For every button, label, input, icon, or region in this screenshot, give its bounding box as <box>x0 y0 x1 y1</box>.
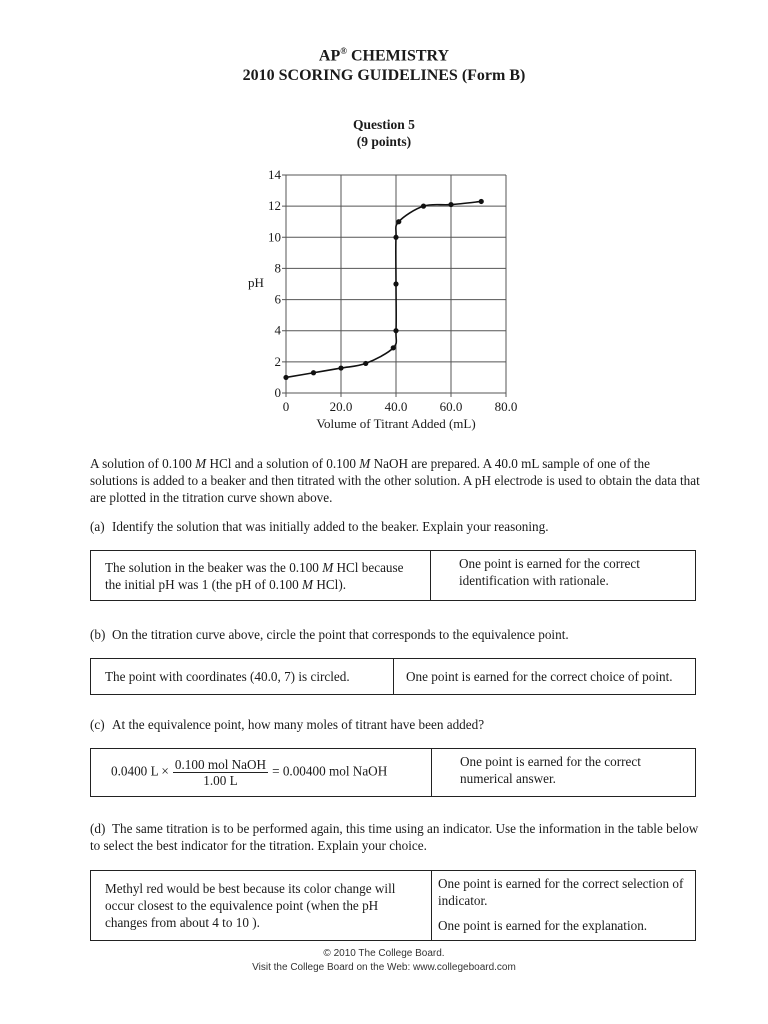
molar-unit: M <box>322 559 334 575</box>
part-d-question <box>90 820 710 854</box>
equation-right: = 0.00400 mol NaOH <box>272 763 388 779</box>
question-title: Question 5 <box>353 117 415 132</box>
fraction-denominator: 1.00 L <box>203 773 238 788</box>
y-tick-label: 8 <box>274 260 281 276</box>
part-c-question <box>90 716 710 733</box>
x-tick-label: 60.0 <box>439 399 463 414</box>
y-tick-label: 6 <box>274 291 281 307</box>
fraction-numerator: 0.100 mol NaOH <box>174 757 267 772</box>
data-point <box>479 199 484 204</box>
question-points: (9 points) <box>356 134 412 149</box>
x-tick-label: 40.0 <box>384 399 408 414</box>
footer-copyright: © 2010 The College Board. <box>323 948 445 959</box>
part-a-scoring: One point is earned for the correct identification with rationale. <box>459 556 640 588</box>
y-tick-label: 0 <box>274 385 281 400</box>
part-label: (a) <box>90 519 105 534</box>
part-a-answer <box>91 551 431 600</box>
part-b-answer: The point with coordinates (40.0, 7) is circled. <box>91 659 394 694</box>
intro-text: NaOH are prepared. A 40.0 mL sample of one of the solutions is added to a beaker and then titrated with the other solution. A pH electrode is used to obtain the data that are plotted in the titration curve shown above. <box>90 456 700 505</box>
y-tick-label: 14 <box>268 167 281 182</box>
molar-unit: M <box>359 456 371 471</box>
y-tick-label: 12 <box>268 198 281 214</box>
data-point <box>393 235 398 240</box>
y-tick-label: 4 <box>274 322 281 338</box>
scoring-text: One point is earned for the explanation. <box>438 918 648 933</box>
registered-mark: ® <box>340 46 347 56</box>
title-ap: AP <box>318 47 341 65</box>
y-axis-label: pH <box>248 275 264 290</box>
molar-unit: M <box>302 576 314 592</box>
data-point <box>393 281 398 286</box>
chart-ticks <box>268 167 517 414</box>
x-tick-label: 80.0 <box>494 399 518 414</box>
molar-unit: M <box>195 456 207 471</box>
data-points <box>283 199 483 380</box>
answer-text: HCl because the initial pH was 1 (the pH of 0.100 <box>105 559 404 592</box>
part-b-scoring: One point is earned for the correct choice of point. <box>406 669 673 684</box>
intro-paragraph <box>90 455 700 506</box>
part-b-box <box>90 658 696 695</box>
part-b-question <box>90 626 710 643</box>
x-tick-label: 20.0 <box>329 399 353 414</box>
y-tick-label: 2 <box>274 353 281 369</box>
question-text: The same titration is to be performed again, this time using an indicator. Use the information in the table below to select the best indicator for the titration. Explain your choice. <box>90 821 699 853</box>
titration-curve <box>286 201 481 377</box>
question-text: At the equivalence point, how many moles of titrant have been added? <box>112 717 485 732</box>
part-label: (c) <box>90 717 105 732</box>
x-tick-label: 0 <box>282 399 290 414</box>
title-chemistry: CHEMISTRY <box>346 47 450 65</box>
part-a-box <box>90 550 696 601</box>
data-point <box>338 365 343 370</box>
part-c-scoring: One point is earned for the correct numerical answer. <box>460 754 641 786</box>
titration-chart <box>0 0 768 440</box>
part-c-answer <box>91 749 432 796</box>
question-text: On the titration curve above, circle the point that corresponds to the equivalence point. <box>112 627 569 642</box>
answer-text: The solution in the beaker was the 0.100 <box>105 559 323 575</box>
answer-text: HCl). <box>313 576 347 592</box>
data-point <box>448 202 453 207</box>
data-point <box>363 361 368 366</box>
part-label: (d) <box>90 821 106 836</box>
data-point <box>391 345 396 350</box>
x-axis-label: Volume of Titrant Added (mL) <box>316 416 476 431</box>
footer-website: Visit the College Board on the Web: www.collegeboard.com <box>252 962 516 973</box>
header-subtitle: 2010 SCORING GUIDELINES (Form B) <box>242 67 526 84</box>
intro-text: HCl and a solution of 0.100 <box>206 456 360 471</box>
chart-grid <box>282 175 506 397</box>
intro-text: A solution of 0.100 <box>90 456 196 471</box>
y-tick-label: 10 <box>268 229 281 245</box>
part-c-box <box>90 748 696 797</box>
fraction <box>173 757 268 788</box>
part-d-answer: Methyl red would be best because its color change will occur closest to the equivalence point (when the pH changes from about 4 to 10 ). <box>91 871 432 940</box>
data-point <box>311 370 316 375</box>
part-d-scoring <box>432 871 695 940</box>
part-a-question <box>90 518 710 535</box>
part-label: (b) <box>90 627 106 642</box>
data-point <box>393 328 398 333</box>
scoring-text: One point is earned for the correct selection of indicator. <box>438 876 684 908</box>
part-d-box <box>90 870 696 941</box>
data-point <box>283 375 288 380</box>
question-text: Identify the solution that was initially added to the beaker. Explain your reasoning. <box>112 519 549 534</box>
data-point <box>421 204 426 209</box>
equation-left: 0.0400 L × <box>111 763 169 779</box>
data-point <box>396 219 401 224</box>
footer <box>0 947 768 975</box>
